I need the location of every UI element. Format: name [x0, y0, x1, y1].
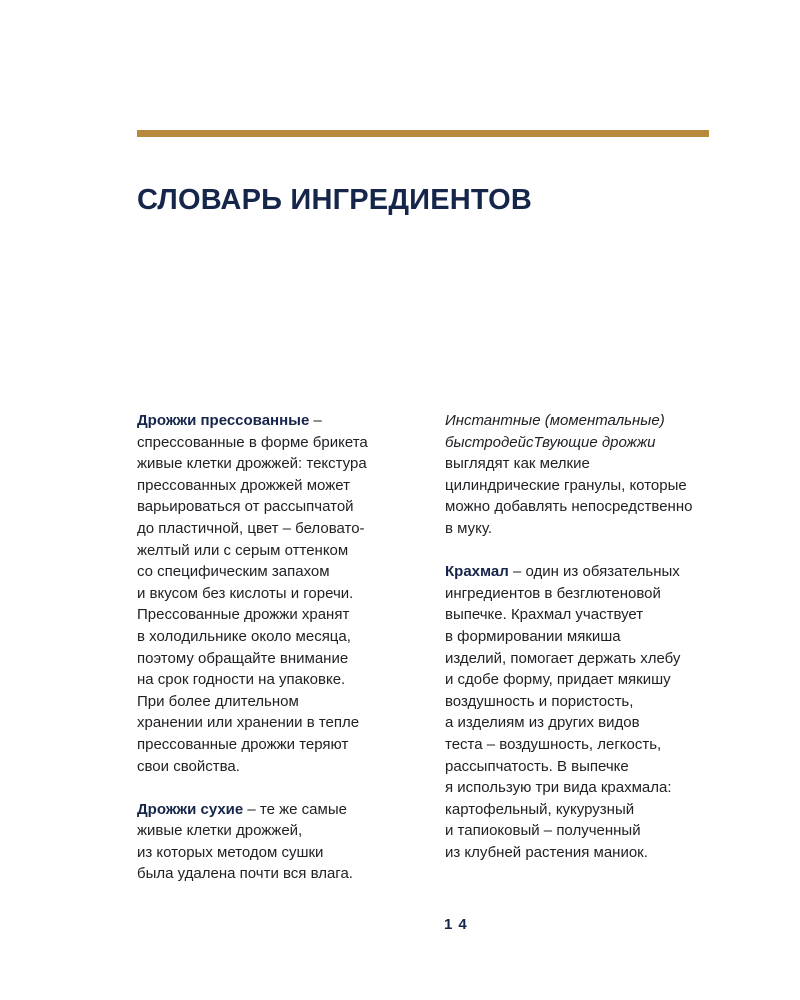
header-gold-rule [137, 130, 709, 137]
entry-line: теста – воздушность, легкость, [445, 735, 662, 753]
entry-italic-line: быстродейсТвующие дрожжи [445, 433, 656, 451]
entry-line: хранении или хранении в тепле [137, 714, 360, 732]
entry-line: и тапиоковый – полученный [445, 822, 641, 840]
entry-term: Дрожжи прессованные [137, 412, 310, 429]
entry-line: в формировании мякиша [445, 627, 621, 645]
entry-line: до пластичной, цвет – беловато- [137, 519, 365, 537]
entry-line: можно добавлять непосредственно [445, 498, 693, 516]
entry-line: в муку. [445, 519, 493, 537]
entry-line: прессованные дрожжи теряют [137, 735, 349, 753]
entry-line: в холодильнике около месяца, [137, 627, 351, 645]
entry-line: и сдобе форму, придает мякишу [445, 671, 671, 689]
entry-line: ингредиентов в безглютеновой [445, 584, 661, 602]
entry-instant-yeast [445, 410, 715, 540]
entry-first-line-text: – те же самые [243, 800, 347, 818]
entry-term: Дрожжи сухие [137, 800, 244, 818]
entry-first-line [137, 410, 397, 432]
entry-line: из которых методом сушки [137, 843, 324, 861]
entry-line: выпечке. Крахмал участвует [445, 606, 644, 624]
entry-line: желтый или с серым оттенком [137, 541, 349, 559]
entry-line: выглядят как мелкие [445, 455, 590, 473]
entry-line: была удалена почти вся влага. [137, 865, 353, 883]
entry-line: на срок годности на упаковке. [137, 671, 346, 689]
entry-line: рассыпчатость. В выпечке [445, 757, 629, 775]
entry-line: варьироваться от рассыпчатой [137, 498, 354, 516]
entry-pressed-yeast [137, 410, 397, 777]
entry-starch [445, 561, 715, 863]
entry-line: Прессованные дрожжи хранят [137, 606, 350, 624]
entry-line: прессованных дрожжей может [137, 476, 350, 494]
entry-line: живые клетки дрожжей, [137, 822, 303, 840]
page-title: СЛОВАРЬ ИНГРЕДИЕНТОВ [137, 184, 533, 216]
entry-line: воздушность и пористость, [445, 692, 634, 710]
entry-line: я использую три вида крахмала: [445, 779, 672, 797]
entry-first-line-text: – [309, 412, 322, 429]
entry-line: со специфическим запахом [137, 563, 330, 581]
entry-first-line [137, 799, 397, 821]
entry-line: живые клетки дрожжей: текстура [137, 455, 367, 473]
entry-dry-yeast [137, 799, 397, 885]
entry-line: изделий, помогает держать хлебу [445, 649, 681, 667]
entry-italic-line: Инстантные (моментальные) [445, 412, 665, 429]
entry-line: картофельный, кукурузный [445, 800, 635, 818]
entry-first-line [445, 561, 715, 583]
entry-line: При более длительном [137, 692, 299, 710]
entry-line: из клубней растения маниок. [445, 843, 648, 861]
entry-line: цилиндрические гранулы, которые [445, 476, 687, 494]
entry-line: свои свойства. [137, 757, 240, 775]
right-column [445, 410, 715, 885]
entry-line: и вкусом без кислоты и горечи. [137, 584, 354, 602]
entry-first-line-text: – один из обязательных [508, 563, 680, 581]
entry-line: поэтому обращайте внимание [137, 649, 349, 667]
entry-line: спрессованные в форме брикета [137, 433, 368, 451]
left-column [137, 410, 397, 907]
page-number: 14 [444, 916, 473, 933]
entry-line: а изделиям из других видов [445, 714, 640, 732]
entry-term: Крахмал [445, 563, 509, 581]
